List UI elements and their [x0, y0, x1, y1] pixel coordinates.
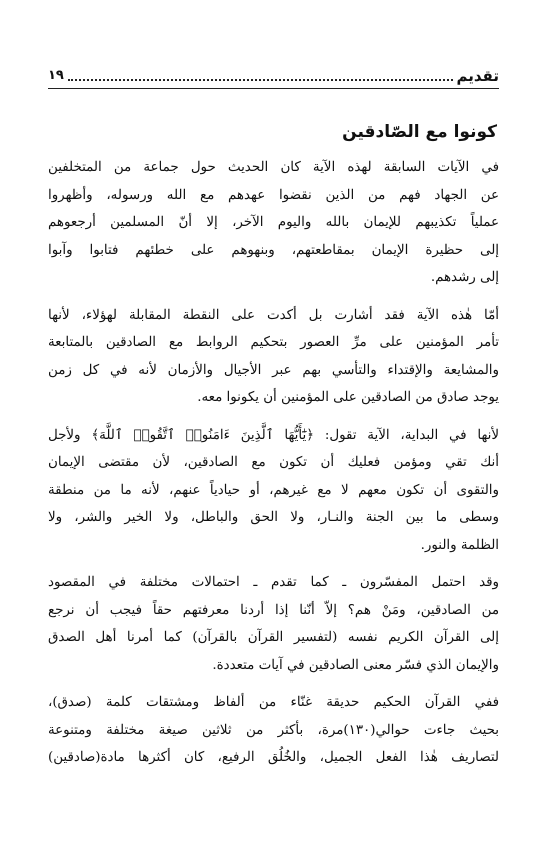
paragraph	[48, 154, 499, 292]
text-line: تأمر المؤمنين على مرِّ العصور بتحكيم الروابط مع الصادقين بالمتابعة	[48, 335, 499, 350]
text-line: والإيمان الذي فسّر معنى الصادقين في آيات متعددة.	[212, 657, 499, 673]
text-line: من الصادقين، ومَنْ هم؟ إلاّ أنّنا إذا أردنا معرفتهم حقاً فيجب أن نرجع	[48, 602, 499, 618]
paragraph	[48, 569, 499, 679]
text-line: والمشايعة والإقتداء والتأسي بهم عبر الأجيال والأزمان لأنه في كل زمن	[48, 362, 499, 378]
text-line: بحيث جاءت حوالي(١٣٠)مرة، بأكثر من ثلاثين صيغة مختلفة ومتنوعة	[48, 722, 499, 738]
text-line: لأنها في البداية، الآية تقول: ﴿يَٰٓأَيُّهَا ٱلَّذِينَ ءَامَنُوا۟ ٱتَّقُوا۟ ٱللَّهَ﴾ ولأجل	[48, 427, 499, 443]
header-title: تقديم	[456, 67, 499, 85]
text-line: أمّا هٰذه الآية فقد أشارت بل أكدت على النقطة المقابلة لهؤلاء، لأنها	[48, 307, 499, 323]
text-line: إلى حظيرة الإيمان بمقاطعتهم، وبنهوهم على خطئهم فتابوا وآبوا	[48, 242, 499, 258]
text-line: ففي القرآن الحكيم حديقة غنّاء من ألفاظ ومشتقات كلمة (صدق)،	[48, 695, 499, 710]
header-rule	[48, 88, 499, 89]
text-line: أنك تقي ومؤمن فعليك أن تكون مع الصادقين، لأن مقتضى الإيمان	[48, 455, 499, 470]
paragraph	[48, 689, 499, 772]
text-line: عن الجهاد فهم من الذين نقضوا عهدهم مع الله ورسوله، وأظهروا	[48, 187, 499, 203]
page-number: ١٩	[48, 68, 64, 83]
paragraph	[48, 422, 499, 560]
text-line: وسطى ما بين الجنة والنـار، ولا الحق والباطل، ولا الخير والشر، ولا	[48, 510, 499, 525]
text-line: لتصاريف هٰذا الفعل الجميل، والخُلُق الرفيع، كان أكثرها مادة(صادقين)	[48, 750, 499, 765]
paragraph	[48, 302, 499, 412]
text-line: في الآيات السابقة لهذه الآية كان الحديث حول جماعة من المتخلفين	[48, 160, 499, 175]
text-line: يوجد صادق من الصادقين على المؤمنين أن يكونوا معه.	[197, 390, 499, 405]
text-line: الظلمة والنور.	[420, 537, 499, 553]
text-line: والتقوى أن تكون معهم لا مع غيرهم، أو حيادياً عنهم، لأنه ما من منطقة	[48, 482, 499, 498]
header-dot-leader	[68, 79, 453, 81]
text-line: إلى القرآن الكريم نفسه (لتفسير القرآن بالقرآن) كما أمرنا أهل الصدق	[48, 630, 499, 645]
section-title: كونوا مع الصّادقين	[342, 122, 497, 142]
text-line: عملياً تكذيبهم للإيمان بالله واليوم الآخر، إلا أنّ المسلمين أرجعوهم	[48, 215, 499, 230]
running-header	[48, 62, 499, 86]
text-line: وقد احتمل المفسّرون ـ كما تقدم ـ احتمالات مختلفة في المقصود	[48, 575, 499, 590]
text-line: إلى رشدهم.	[430, 270, 499, 285]
body-text	[48, 154, 499, 782]
